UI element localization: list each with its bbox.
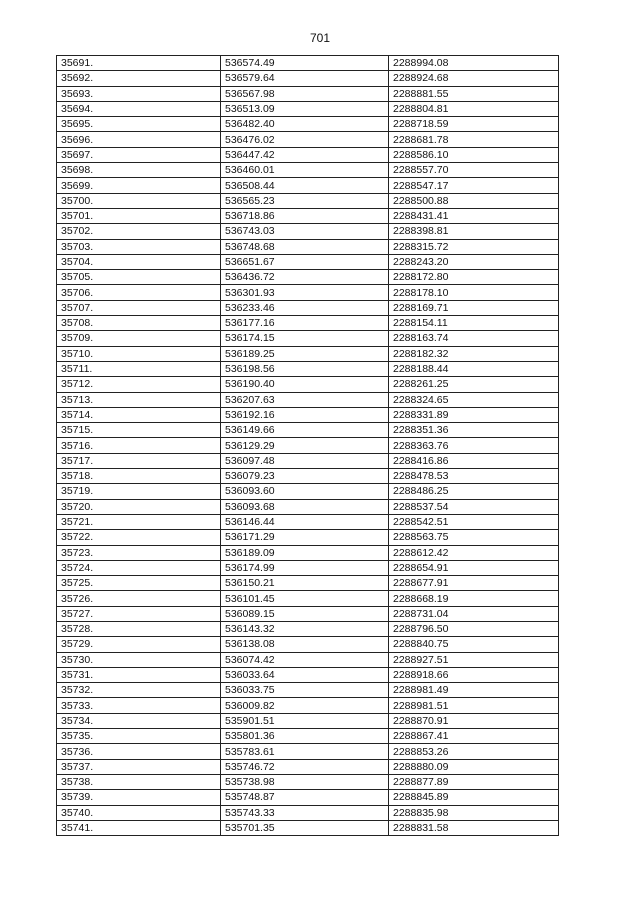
point-number-cell: 35739. xyxy=(57,790,221,805)
x-coordinate-cell: 536579.64 xyxy=(221,71,389,86)
x-coordinate-cell: 536301.93 xyxy=(221,285,389,300)
x-coordinate-cell: 536101.45 xyxy=(221,591,389,606)
table-row xyxy=(57,713,559,728)
table-row xyxy=(57,576,559,591)
x-coordinate-cell: 536033.64 xyxy=(221,667,389,682)
table-row xyxy=(57,652,559,667)
point-number-cell: 35728. xyxy=(57,621,221,636)
table-row xyxy=(57,606,559,621)
y-coordinate-cell: 2288831.58 xyxy=(389,820,559,835)
table-row xyxy=(57,224,559,239)
y-coordinate-cell: 2288877.89 xyxy=(389,774,559,789)
point-number-cell: 35695. xyxy=(57,117,221,132)
table-row xyxy=(57,117,559,132)
table-row xyxy=(57,729,559,744)
x-coordinate-cell: 536476.02 xyxy=(221,132,389,147)
y-coordinate-cell: 2288315.72 xyxy=(389,239,559,254)
table-row xyxy=(57,545,559,560)
x-coordinate-cell: 536508.44 xyxy=(221,178,389,193)
point-number-cell: 35734. xyxy=(57,713,221,728)
y-coordinate-cell: 2288981.49 xyxy=(389,683,559,698)
table-row xyxy=(57,591,559,606)
table-row xyxy=(57,132,559,147)
table-row xyxy=(57,820,559,835)
x-coordinate-cell: 536574.49 xyxy=(221,56,389,71)
x-coordinate-cell: 535783.61 xyxy=(221,744,389,759)
y-coordinate-cell: 2288243.20 xyxy=(389,254,559,269)
table-row xyxy=(57,530,559,545)
x-coordinate-cell: 536482.40 xyxy=(221,117,389,132)
point-number-cell: 35724. xyxy=(57,560,221,575)
x-coordinate-cell: 535801.36 xyxy=(221,729,389,744)
y-coordinate-cell: 2288547.17 xyxy=(389,178,559,193)
y-coordinate-cell: 2288668.19 xyxy=(389,591,559,606)
table-row xyxy=(57,484,559,499)
table-row xyxy=(57,438,559,453)
y-coordinate-cell: 2288835.98 xyxy=(389,805,559,820)
page-number: 701 xyxy=(309,31,331,45)
y-coordinate-cell: 2288169.71 xyxy=(389,300,559,315)
y-coordinate-cell: 2288853.26 xyxy=(389,744,559,759)
point-number-cell: 35707. xyxy=(57,300,221,315)
point-number-cell: 35692. xyxy=(57,71,221,86)
point-number-cell: 35735. xyxy=(57,729,221,744)
x-coordinate-cell: 536146.44 xyxy=(221,514,389,529)
y-coordinate-cell: 2288188.44 xyxy=(389,361,559,376)
table-row xyxy=(57,469,559,484)
y-coordinate-cell: 2288172.80 xyxy=(389,270,559,285)
table-row xyxy=(57,759,559,774)
y-coordinate-cell: 2288924.68 xyxy=(389,71,559,86)
y-coordinate-cell: 2288431.41 xyxy=(389,208,559,223)
y-coordinate-cell: 2288154.11 xyxy=(389,316,559,331)
x-coordinate-cell: 536033.75 xyxy=(221,683,389,698)
y-coordinate-cell: 2288537.54 xyxy=(389,499,559,514)
y-coordinate-cell: 2288182.32 xyxy=(389,346,559,361)
table-row xyxy=(57,239,559,254)
point-number-cell: 35733. xyxy=(57,698,221,713)
point-number-cell: 35719. xyxy=(57,484,221,499)
table-row xyxy=(57,423,559,438)
y-coordinate-cell: 2288718.59 xyxy=(389,117,559,132)
point-number-cell: 35723. xyxy=(57,545,221,560)
y-coordinate-cell: 2288927.51 xyxy=(389,652,559,667)
y-coordinate-cell: 2288870.91 xyxy=(389,713,559,728)
y-coordinate-cell: 2288351.36 xyxy=(389,423,559,438)
point-number-cell: 35703. xyxy=(57,239,221,254)
x-coordinate-cell: 536198.56 xyxy=(221,361,389,376)
point-number-cell: 35711. xyxy=(57,361,221,376)
table-row xyxy=(57,178,559,193)
table-row xyxy=(57,86,559,101)
x-coordinate-cell: 536460.01 xyxy=(221,163,389,178)
table-row xyxy=(57,499,559,514)
y-coordinate-cell: 2288261.25 xyxy=(389,377,559,392)
point-number-cell: 35713. xyxy=(57,392,221,407)
x-coordinate-cell: 536093.60 xyxy=(221,484,389,499)
x-coordinate-cell: 536748.68 xyxy=(221,239,389,254)
y-coordinate-cell: 2288398.81 xyxy=(389,224,559,239)
x-coordinate-cell: 535746.72 xyxy=(221,759,389,774)
coordinates-table-body xyxy=(57,56,559,836)
y-coordinate-cell: 2288557.70 xyxy=(389,163,559,178)
y-coordinate-cell: 2288994.08 xyxy=(389,56,559,71)
y-coordinate-cell: 2288478.53 xyxy=(389,469,559,484)
x-coordinate-cell: 536149.66 xyxy=(221,423,389,438)
point-number-cell: 35736. xyxy=(57,744,221,759)
table-row xyxy=(57,453,559,468)
point-number-cell: 35725. xyxy=(57,576,221,591)
y-coordinate-cell: 2288677.91 xyxy=(389,576,559,591)
x-coordinate-cell: 536009.82 xyxy=(221,698,389,713)
point-number-cell: 35701. xyxy=(57,208,221,223)
x-coordinate-cell: 536097.48 xyxy=(221,453,389,468)
x-coordinate-cell: 535901.51 xyxy=(221,713,389,728)
table-row xyxy=(57,621,559,636)
point-number-cell: 35714. xyxy=(57,407,221,422)
point-number-cell: 35693. xyxy=(57,86,221,101)
table-row xyxy=(57,331,559,346)
x-coordinate-cell: 535743.33 xyxy=(221,805,389,820)
point-number-cell: 35698. xyxy=(57,163,221,178)
table-row xyxy=(57,254,559,269)
x-coordinate-cell: 536129.29 xyxy=(221,438,389,453)
x-coordinate-cell: 536567.98 xyxy=(221,86,389,101)
x-coordinate-cell: 536089.15 xyxy=(221,606,389,621)
table-row xyxy=(57,285,559,300)
point-number-cell: 35726. xyxy=(57,591,221,606)
point-number-cell: 35722. xyxy=(57,530,221,545)
point-number-cell: 35696. xyxy=(57,132,221,147)
table-row xyxy=(57,683,559,698)
point-number-cell: 35741. xyxy=(57,820,221,835)
y-coordinate-cell: 2288918.66 xyxy=(389,667,559,682)
x-coordinate-cell: 535701.35 xyxy=(221,820,389,835)
point-number-cell: 35716. xyxy=(57,438,221,453)
point-number-cell: 35731. xyxy=(57,667,221,682)
x-coordinate-cell: 535748.87 xyxy=(221,790,389,805)
table-row xyxy=(57,774,559,789)
x-coordinate-cell: 535738.98 xyxy=(221,774,389,789)
y-coordinate-cell: 2288500.88 xyxy=(389,193,559,208)
y-coordinate-cell: 2288804.81 xyxy=(389,101,559,116)
x-coordinate-cell: 536174.99 xyxy=(221,560,389,575)
point-number-cell: 35702. xyxy=(57,224,221,239)
point-number-cell: 35721. xyxy=(57,514,221,529)
point-number-cell: 35697. xyxy=(57,147,221,162)
point-number-cell: 35712. xyxy=(57,377,221,392)
y-coordinate-cell: 2288486.25 xyxy=(389,484,559,499)
table-row xyxy=(57,514,559,529)
y-coordinate-cell: 2288681.78 xyxy=(389,132,559,147)
x-coordinate-cell: 536207.63 xyxy=(221,392,389,407)
table-row xyxy=(57,744,559,759)
point-number-cell: 35691. xyxy=(57,56,221,71)
x-coordinate-cell: 536651.67 xyxy=(221,254,389,269)
y-coordinate-cell: 2288563.75 xyxy=(389,530,559,545)
y-coordinate-cell: 2288324.65 xyxy=(389,392,559,407)
point-number-cell: 35705. xyxy=(57,270,221,285)
x-coordinate-cell: 536174.15 xyxy=(221,331,389,346)
table-row xyxy=(57,346,559,361)
x-coordinate-cell: 536189.25 xyxy=(221,346,389,361)
x-coordinate-cell: 536171.29 xyxy=(221,530,389,545)
x-coordinate-cell: 536192.16 xyxy=(221,407,389,422)
x-coordinate-cell: 536447.42 xyxy=(221,147,389,162)
y-coordinate-cell: 2288867.41 xyxy=(389,729,559,744)
table-row xyxy=(57,560,559,575)
x-coordinate-cell: 536143.32 xyxy=(221,621,389,636)
y-coordinate-cell: 2288586.10 xyxy=(389,147,559,162)
table-row xyxy=(57,101,559,116)
table-row xyxy=(57,193,559,208)
point-number-cell: 35727. xyxy=(57,606,221,621)
y-coordinate-cell: 2288178.10 xyxy=(389,285,559,300)
y-coordinate-cell: 2288981.51 xyxy=(389,698,559,713)
point-number-cell: 35740. xyxy=(57,805,221,820)
point-number-cell: 35720. xyxy=(57,499,221,514)
y-coordinate-cell: 2288542.51 xyxy=(389,514,559,529)
point-number-cell: 35738. xyxy=(57,774,221,789)
coordinates-table xyxy=(56,55,559,836)
x-coordinate-cell: 536189.09 xyxy=(221,545,389,560)
table-row xyxy=(57,407,559,422)
table-row xyxy=(57,377,559,392)
y-coordinate-cell: 2288654.91 xyxy=(389,560,559,575)
y-coordinate-cell: 2288796.50 xyxy=(389,621,559,636)
x-coordinate-cell: 536743.03 xyxy=(221,224,389,239)
x-coordinate-cell: 536079.23 xyxy=(221,469,389,484)
y-coordinate-cell: 2288880.09 xyxy=(389,759,559,774)
x-coordinate-cell: 536093.68 xyxy=(221,499,389,514)
y-coordinate-cell: 2288612.42 xyxy=(389,545,559,560)
table-row xyxy=(57,667,559,682)
table-row xyxy=(57,805,559,820)
y-coordinate-cell: 2288363.76 xyxy=(389,438,559,453)
point-number-cell: 35717. xyxy=(57,453,221,468)
table-row xyxy=(57,71,559,86)
x-coordinate-cell: 536233.46 xyxy=(221,300,389,315)
table-row xyxy=(57,392,559,407)
x-coordinate-cell: 536565.23 xyxy=(221,193,389,208)
table-row xyxy=(57,637,559,652)
table-row xyxy=(57,790,559,805)
y-coordinate-cell: 2288331.89 xyxy=(389,407,559,422)
x-coordinate-cell: 536074.42 xyxy=(221,652,389,667)
table-row xyxy=(57,698,559,713)
point-number-cell: 35737. xyxy=(57,759,221,774)
point-number-cell: 35704. xyxy=(57,254,221,269)
point-number-cell: 35718. xyxy=(57,469,221,484)
table-row xyxy=(57,316,559,331)
point-number-cell: 35732. xyxy=(57,683,221,698)
y-coordinate-cell: 2288840.75 xyxy=(389,637,559,652)
table-row xyxy=(57,147,559,162)
point-number-cell: 35710. xyxy=(57,346,221,361)
table-row xyxy=(57,300,559,315)
point-number-cell: 35694. xyxy=(57,101,221,116)
point-number-cell: 35729. xyxy=(57,637,221,652)
point-number-cell: 35706. xyxy=(57,285,221,300)
point-number-cell: 35730. xyxy=(57,652,221,667)
table-row xyxy=(57,270,559,285)
x-coordinate-cell: 536138.08 xyxy=(221,637,389,652)
y-coordinate-cell: 2288881.55 xyxy=(389,86,559,101)
x-coordinate-cell: 536718.86 xyxy=(221,208,389,223)
point-number-cell: 35709. xyxy=(57,331,221,346)
x-coordinate-cell: 536190.40 xyxy=(221,377,389,392)
y-coordinate-cell: 2288731.04 xyxy=(389,606,559,621)
point-number-cell: 35708. xyxy=(57,316,221,331)
table-row xyxy=(57,56,559,71)
x-coordinate-cell: 536513.09 xyxy=(221,101,389,116)
x-coordinate-cell: 536436.72 xyxy=(221,270,389,285)
point-number-cell: 35699. xyxy=(57,178,221,193)
x-coordinate-cell: 536177.16 xyxy=(221,316,389,331)
point-number-cell: 35715. xyxy=(57,423,221,438)
table-row xyxy=(57,208,559,223)
x-coordinate-cell: 536150.21 xyxy=(221,576,389,591)
table-row xyxy=(57,361,559,376)
table-row xyxy=(57,163,559,178)
y-coordinate-cell: 2288845.89 xyxy=(389,790,559,805)
y-coordinate-cell: 2288416.86 xyxy=(389,453,559,468)
point-number-cell: 35700. xyxy=(57,193,221,208)
y-coordinate-cell: 2288163.74 xyxy=(389,331,559,346)
